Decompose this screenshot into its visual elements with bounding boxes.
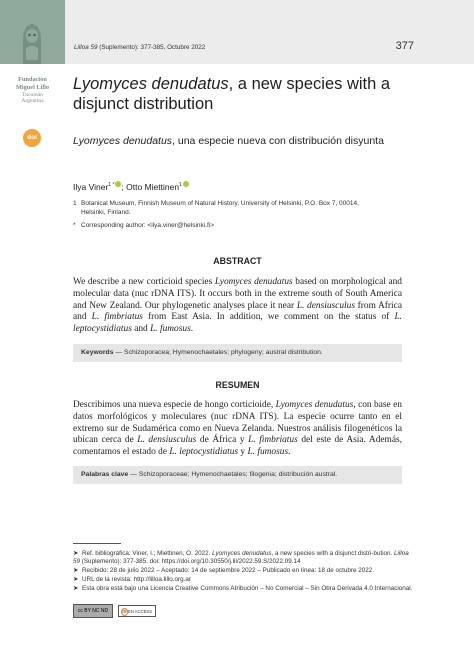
footer-divider [73,543,121,544]
abstract-paragraph: We describe a new corticioid species Lyomyces denudatus based on morphological and molecular data (nuc rDNA ITS). It occurs both in the extreme south of South America and New Zealand. Our phylogenetic analyses place it near L. densiusculus from Africa and L. fimbriatus from East Asia. In addition, we comment on the status of L. leptocystidiatus and L. fumosus. [73,277,402,335]
orcid-icon[interactable] [183,181,189,187]
palabras-clave-list: — Schizoporaceae; Hymenochaetales; filogenia; distribución austral. [128,471,338,478]
page-number: 377 [395,40,414,52]
abstract-heading: ABSTRACT [213,256,262,266]
dates-line: ➤ Recibido: 28 de julio 2022 – Aceptado: 14 de septiembre 2022 – Publicado en línea: 18 de octubre 2022. [73,567,374,574]
license-line: ➤ Esta obra está bajo una Licencia Creative Commons Atribución – No Comercial – Sin Obra Derivada 4.0 Internacional. [73,585,413,592]
header-band [65,0,474,64]
institution-location-2: Argentina [21,98,44,104]
author-2: Otto Miettinen [126,182,180,192]
institution-location-1: Tucumán [22,92,43,98]
open-access-badge[interactable]: OPEN ACCESS [118,605,156,617]
subtitle-species: Lyomyces denudatus [73,135,173,147]
palabras-clave-label: Palabras clave [81,471,129,478]
keywords-box [73,344,402,362]
author-2-affiliation: 1 [179,182,182,189]
author-1-affiliation: 1 * [108,182,115,189]
journal-url-link[interactable]: http://lilloa.lillo.org.ar [133,576,191,583]
arrow-icon: ➤ [73,585,79,592]
arrow-icon: ➤ [73,567,79,574]
journal-issue: (Suplemento): 377-385, Octubre 2022 [97,44,206,51]
author-list [73,181,189,192]
institution-logo-icon [17,20,47,64]
affiliation-line-1: Botanical Museum, Finnish Museum of Natural History, University of Helsinki, P.O. Box 7, 00014, [81,200,359,207]
affiliation-1 [73,200,413,217]
creative-commons-badge[interactable]: cc BY NC ND [73,604,113,618]
journal-url-line: ➤ URL de la revista: http://lilloa.lillo.org.ar [73,576,191,583]
institution-name-1: Fundación [18,76,47,83]
doi-link[interactable]: https://doi.org/10.30550/j.lil/2022.59.S/2022.09.14 [161,558,301,566]
journal-name: Lilloa 59 [74,44,98,51]
corresponding-email[interactable]: Corresponding author: <ilya.viner@helsinki.fi> [81,222,215,229]
arrow-icon: ➤ [73,550,79,557]
resumen-paragraph: Describimos una nueva especie de hongo corticioide, Lyomyces denudatus, con base en datos morfológicos y moleculares (nuc rDNA ITS). La especie ocurre tanto en el extremo sur de Sudamérica como en Nueva Zelanda. Nuestros análisis filogenéticos la ubican cerca de L. densiusculus de África y L. fimbriatus del este de Asia. Además, comentamos el estado de L. leptocystidiatus y L. fumosus. [73,400,402,458]
open-access-lock-icon [121,608,128,616]
doi-badge[interactable]: doi [23,129,41,147]
resumen-heading: RESUMEN [215,380,260,390]
keywords-label: Keywords [81,349,114,356]
author-1: Ilya Viner [73,182,109,192]
affiliation-line-2: Helsinki, Finland. [81,208,131,216]
bibliographic-reference: ➤ Ref. bibliográfica: Viner, I.; Miettinen, O. 2022. Lyomyces denudatus, a new species with a disjunct distri-bution. Lilloa 59 (Suplemento): 377-385. doi: https://doi.org/10.30550/j.lil/2022.59.S/2022.09.14 [73,550,409,566]
palabras-clave-box [73,466,402,484]
article-title [73,74,423,114]
title-species: Lyomyces denudatus [73,75,229,93]
affiliation-mark: 1 [73,200,77,207]
author-separator: ; [121,182,127,192]
institution-name-2: Miguel Lillo [15,84,50,91]
left-sidebar [0,0,65,670]
subtitle-rest: , una especie nueva con distribución disyunta [172,135,384,147]
journal-citation [74,44,205,51]
corresponding-mark: * [73,222,76,229]
keywords-list: — Schizoporacea; Hymenochaetales; phylogeny; austral distribution. [113,349,323,356]
corresponding-author [73,222,413,231]
arrow-icon: ➤ [73,576,79,583]
title-rest: , a new species with a disjunct distribution [73,75,391,113]
article-subtitle [73,134,423,148]
